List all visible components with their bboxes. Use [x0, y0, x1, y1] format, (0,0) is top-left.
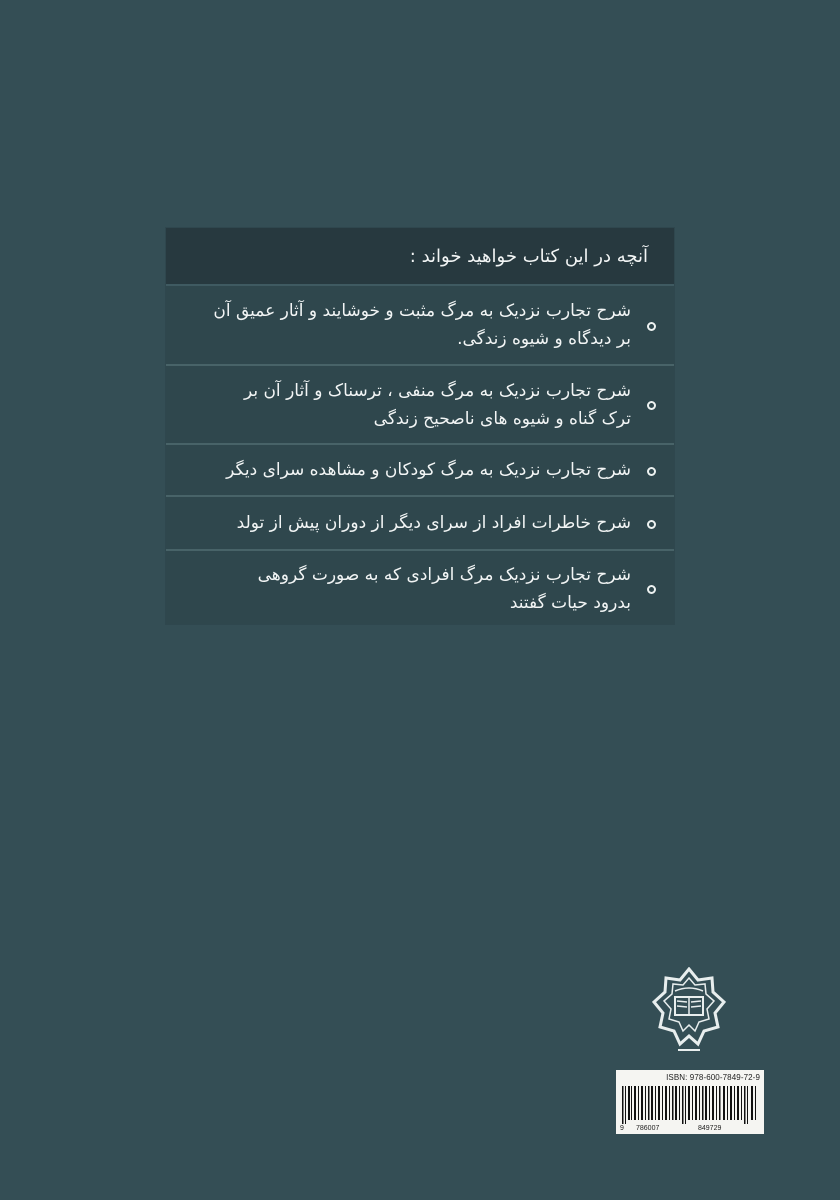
list-item	[166, 497, 674, 551]
barcode-number-row	[620, 1125, 760, 1134]
list-item-text: شرح تجارب نزدیک به مرگ کودکان و مشاهده سرای دیگر	[226, 460, 631, 480]
list-item-text: شرح تجارب نزدیک مرگ افرادی که به صورت گروهی بدرود حیات گفتند	[257, 564, 631, 613]
barcode-lead-digit: 9	[620, 1125, 624, 1132]
contents-list	[166, 286, 674, 626]
list-item	[166, 445, 674, 497]
panel-title: آنچه در این کتاب خواهید خواند :	[166, 228, 674, 286]
barcode-group-2: 849729	[698, 1125, 722, 1132]
list-item-text: شرح خاطرات افراد از سرای دیگر از دوران پیش از تولد	[236, 513, 631, 533]
list-item	[166, 366, 674, 445]
contents-panel	[166, 228, 674, 624]
bullet-icon	[647, 520, 656, 529]
isbn-text: ISBN: 978-600-7849-72-9	[666, 1073, 760, 1082]
list-item-text: شرح تجارب نزدیک به مرگ مثبت و خوشایند و آثار عمیق آن بر دیدگاه و شیوه زندگی.	[213, 301, 631, 349]
isbn-barcode	[616, 1070, 764, 1134]
bullet-icon	[647, 322, 656, 331]
list-item-text: شرح تجارب نزدیک به مرگ منفی ، ترسناک و آثار آن بر ترک گناه و شیوه های ناصحیح زندگی	[243, 380, 631, 429]
bullet-icon	[647, 401, 656, 410]
bullet-icon	[647, 585, 656, 594]
list-item	[166, 286, 674, 366]
publisher-logo	[651, 967, 727, 1057]
list-item	[166, 551, 674, 626]
bullet-icon	[647, 467, 656, 476]
emblem-icon	[651, 967, 727, 1057]
barcode-icon	[620, 1086, 760, 1124]
barcode-group-1: 786007	[636, 1125, 660, 1132]
